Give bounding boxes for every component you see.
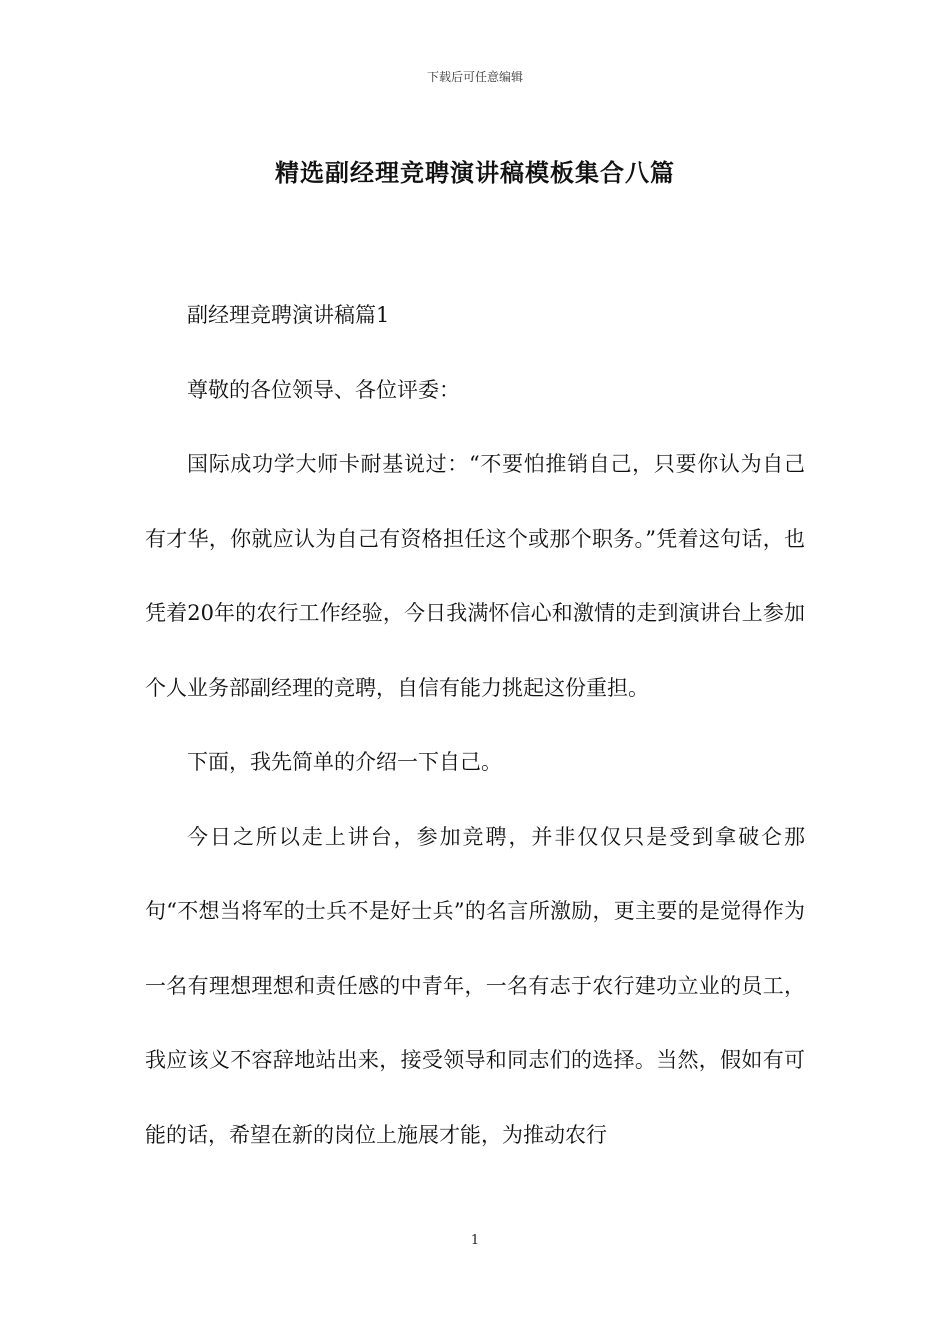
section-heading: 副经理竞聘演讲稿篇1: [187, 303, 390, 327]
page-number: 1: [470, 1233, 480, 1248]
document-body: [145, 278, 805, 1172]
paragraph-quote: 国际成功学大师卡耐基说过：“不要怕推销自己，只要你认为自己有才华，你就应认为自己有资格担任这个或那个职务。”凭着这句话，也凭着20年的农行工作经验，今日我满怀信心和激情的走到演讲台上参加个人业务部副经理的竞聘，自信有能力挑起这份重担。: [145, 452, 805, 700]
salutation: 尊敬的各位领导、各位评委：: [187, 377, 460, 402]
paragraph-intro: 下面，我先简单的介绍一下自己。: [187, 750, 502, 774]
header-note: 下载后可任意编辑: [426, 70, 523, 84]
paragraph-motivation: 今日之所以走上讲台，参加竞聘，并非仅仅只是受到拿破仑那句“不想当将军的士兵不是好士兵”的名言所激励，更主要的是觉得作为一名有理想理想和责任感的中青年，一名有志于农行建功立业的员工，我应该义不容辞地站出来，接受领导和同志们的选择。当然，假如有可能的话，希望在新的岗位上施展才能，为推动农行: [145, 824, 805, 1147]
document-title: 精选副经理竞聘演讲稿模板集合八篇: [275, 158, 675, 187]
